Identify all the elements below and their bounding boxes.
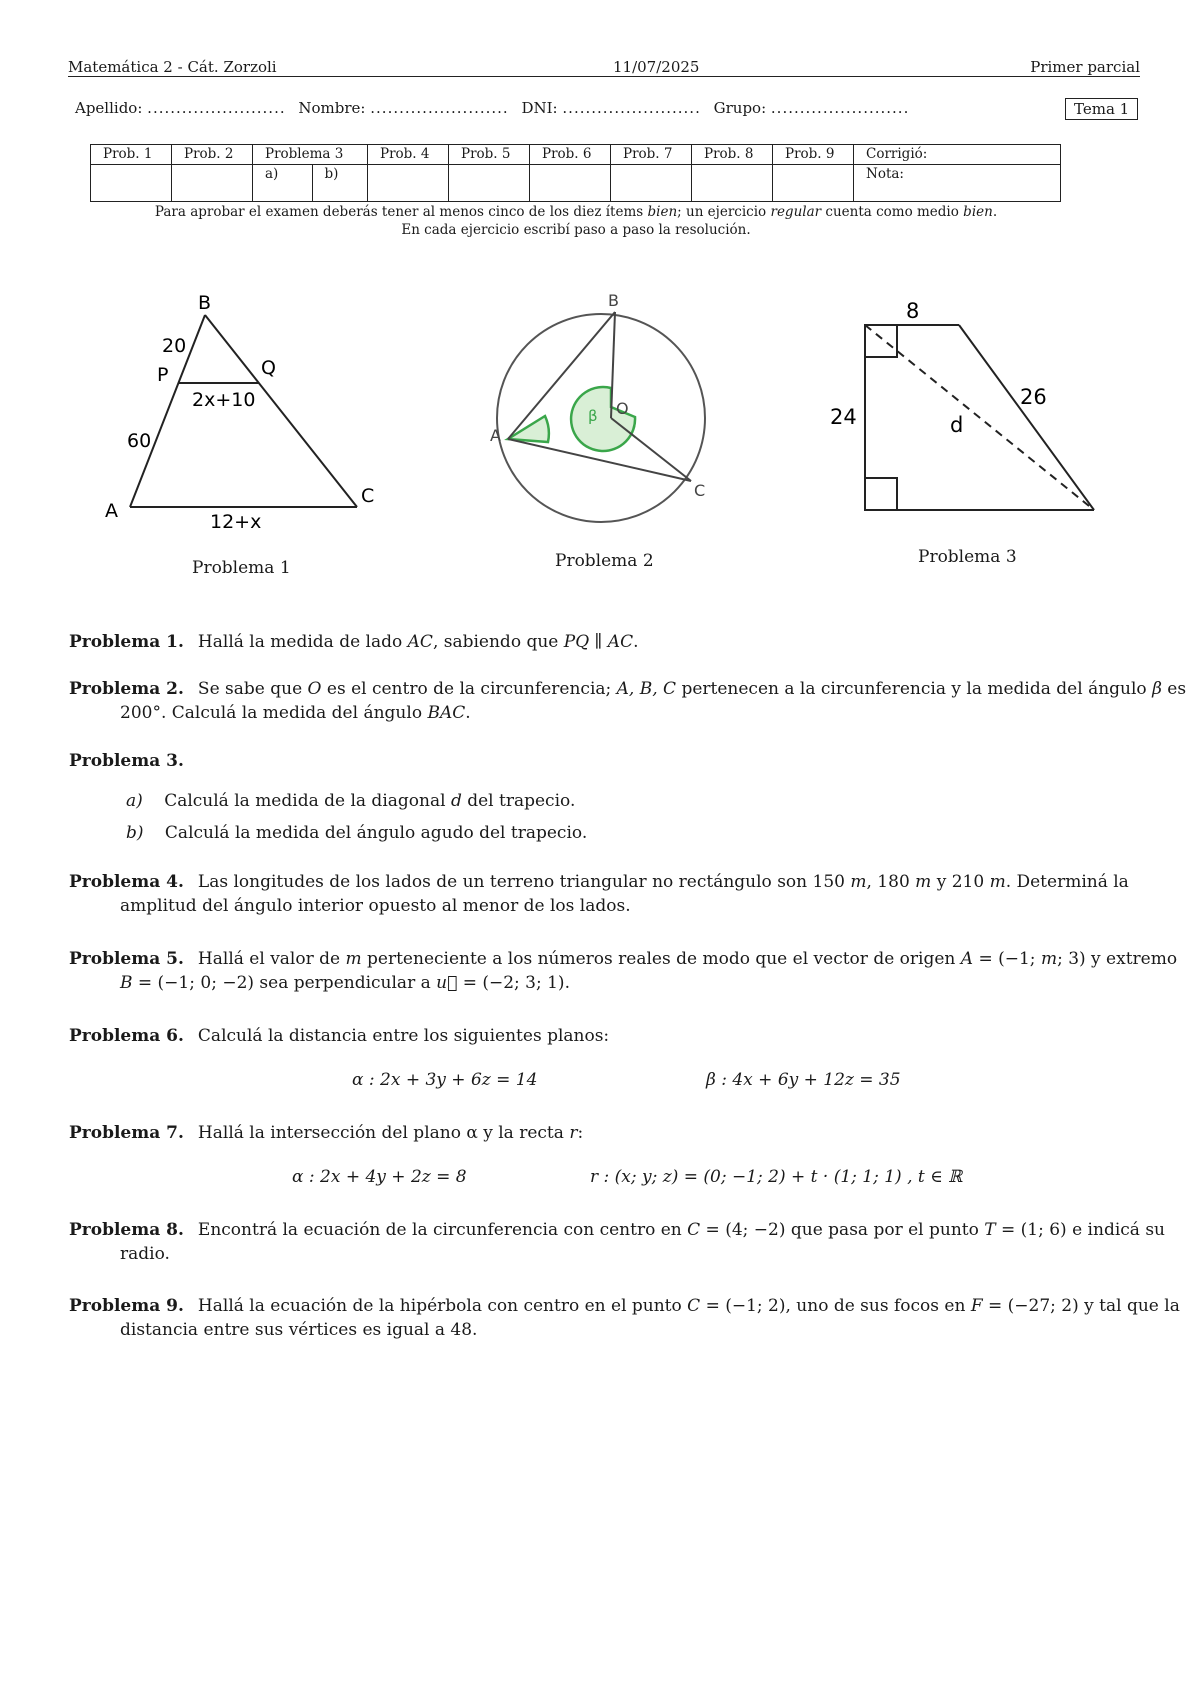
p5-text-d: ; 3) y extremo — [1057, 949, 1178, 969]
p8-text-b: = (4; −2) que pasa por el punto — [700, 1220, 985, 1240]
grade-header-4: Prob. 4 — [368, 145, 449, 165]
vertex-q-label: Q — [261, 357, 276, 379]
student-fields — [75, 99, 909, 117]
problem-5 — [69, 947, 1192, 995]
p7-text-b: : — [577, 1123, 584, 1143]
problem-5-label: Problema 5. — [69, 949, 184, 969]
instructions-line-1 — [90, 203, 1062, 222]
p8-text-c: = (1; 6) e indicá su radio. — [120, 1220, 1165, 1264]
p6-plane-alpha: α : 2x + 3y + 6z = 14 — [352, 1070, 538, 1090]
p6-plane-beta: β : 4x + 6y + 12z = 35 — [706, 1070, 901, 1090]
length-slant-label: 26 — [1020, 385, 1047, 409]
grade-header-9: Prob. 9 — [773, 145, 854, 165]
vertex-a-label: A — [105, 500, 118, 522]
problem-3 — [69, 749, 1141, 773]
grade-cell-3a[interactable]: a) — [253, 165, 313, 202]
problem-3a — [126, 789, 575, 813]
instr-text-d: . — [992, 204, 998, 220]
grade-header-7: Prob. 7 — [611, 145, 692, 165]
p2-text-a: Se sabe que — [197, 679, 308, 699]
grade-header-1: Prob. 1 — [91, 145, 172, 165]
figure-trapezoid — [825, 295, 1105, 520]
p3b-label: b) — [126, 823, 144, 843]
dni-field[interactable]: ........................ — [562, 99, 701, 117]
vertex-c-label: C — [361, 485, 375, 507]
p5-text-f: = (−2; 3; 1). — [457, 973, 570, 993]
grade-cell-5[interactable] — [449, 165, 530, 202]
grade-header-8: Prob. 8 — [692, 145, 773, 165]
p4-text-c: y 210 — [931, 872, 990, 892]
vertex-a-label: A — [490, 426, 501, 445]
p9-math-c: C — [687, 1296, 701, 1316]
length-ac-label: 12+x — [210, 511, 262, 530]
p5-text-b: perteneciente a los números reales de modo que el vector de origen — [361, 949, 961, 969]
p1-text-a: Hallá la medida de lado — [197, 632, 408, 652]
problem-9 — [69, 1294, 1192, 1342]
p2-text-b: es el centro de la circunferencia; — [321, 679, 617, 699]
p2-text-d: es 200°. Calculá la medida del ángulo — [120, 679, 1187, 723]
p7-math-r: r — [569, 1123, 578, 1143]
p9-text-a: Hallá la ecuación de la hipérbola con centro en el punto — [197, 1296, 688, 1316]
vertex-b-label: B — [198, 292, 212, 314]
p5-math-u: u⃗ — [436, 973, 458, 993]
instructions-line-2: En cada ejercicio escribí paso a paso la resolución. — [401, 222, 751, 238]
problem-3b — [126, 821, 587, 845]
grade-header-5: Prob. 5 — [449, 145, 530, 165]
p3a-text-b: del trapecio. — [461, 791, 576, 811]
p2-text-c: pertenecen a la circunferencia y la medida del ángulo — [676, 679, 1153, 699]
p2-math-beta: β — [1152, 679, 1162, 699]
p3a-text-a: Calculá la medida de la diagonal — [164, 791, 451, 811]
vertex-b-label: B — [608, 291, 619, 310]
problem-1-label: Problema 1. — [69, 632, 184, 652]
length-top-label: 8 — [906, 299, 920, 323]
center-o-label: O — [616, 399, 629, 418]
problem-7-label: Problema 7. — [69, 1123, 184, 1143]
nombre-field[interactable]: ........................ — [370, 99, 509, 117]
vertex-c-label: C — [694, 481, 706, 500]
instr-regular: regular — [770, 204, 822, 220]
p4-unit-3: m — [989, 872, 1006, 892]
p8-math-c: C — [687, 1220, 701, 1240]
grade-table — [90, 144, 1061, 202]
p5-math-b: B — [120, 973, 133, 993]
grade-header-corrigio: Corrigió: — [854, 145, 1061, 165]
instr-text-a: Para aprobar el examen deberás tener al menos cinco de los diez ítems — [154, 204, 648, 220]
grupo-field[interactable]: ........................ — [770, 99, 910, 117]
p2-text-e: . — [465, 703, 471, 723]
p4-unit-2: m — [915, 872, 932, 892]
problem-6 — [69, 1024, 1141, 1048]
p2-math-o: O — [307, 679, 322, 699]
header-exam-type: Primer parcial — [1030, 58, 1140, 76]
p6-text: Calculá la distancia entre los siguientes planos: — [197, 1026, 610, 1046]
p4-text-b: , 180 — [866, 872, 916, 892]
instr-text-c: cuenta como medio — [821, 204, 964, 220]
p5-math-m2: m — [1040, 949, 1058, 969]
grade-cell-4[interactable] — [368, 165, 449, 202]
apellido-field[interactable]: ........................ — [147, 99, 286, 117]
figure-triangle — [95, 285, 395, 530]
right-angle-bottom — [865, 478, 897, 510]
grade-cell-2[interactable] — [172, 165, 253, 202]
p1-text-c: . — [633, 632, 639, 652]
grade-header-2: Prob. 2 — [172, 145, 253, 165]
problem-8 — [69, 1218, 1192, 1266]
grupo-label: Grupo: — [713, 99, 767, 117]
p9-math-f: F — [970, 1296, 983, 1316]
length-pq-label: 2x+10 — [192, 389, 256, 411]
p1-text-b: , sabiendo que — [432, 632, 564, 652]
grade-header-3: Problema 3 — [253, 145, 368, 165]
length-pa-label: 60 — [127, 430, 152, 452]
figure-2-caption: Problema 2 — [555, 551, 654, 571]
grade-cell-9[interactable] — [773, 165, 854, 202]
p7-plane-alpha: α : 2x + 4y + 2z = 8 — [292, 1167, 467, 1187]
p7-text-a: Hallá la intersección del plano α y la recta — [197, 1123, 570, 1143]
p4-text-a: Las longitudes de los lados de un terreno triangular no rectángulo son 150 — [197, 872, 851, 892]
grade-cell-nota[interactable]: Nota: — [854, 165, 1061, 202]
header-date: 11/07/2025 — [613, 58, 700, 76]
p2-math-abc: A, B, C — [616, 679, 677, 699]
grade-cell-3b[interactable]: b) — [312, 165, 367, 202]
problem-7 — [69, 1121, 1141, 1145]
instr-bien: bien — [647, 204, 678, 220]
instr-bien-2: bien — [963, 204, 993, 220]
problem-2-label: Problema 2. — [69, 679, 184, 699]
length-left-label: 24 — [830, 405, 857, 429]
diagonal-d-label: d — [950, 413, 964, 437]
header-rule — [68, 76, 1140, 77]
radius-ob — [611, 312, 615, 418]
figure-1-caption: Problema 1 — [192, 558, 291, 578]
problem-6-label: Problema 6. — [69, 1026, 184, 1046]
problem-2 — [69, 677, 1192, 725]
p7-line-r: r : (x; y; z) = (0; −1; 2) + t · (1; 1; 1) , t ∈ ℝ — [590, 1167, 963, 1187]
p2-math-bac: BAC — [427, 703, 466, 723]
problem-4 — [69, 870, 1192, 918]
problem-1 — [69, 630, 1192, 654]
p3a-label: a) — [126, 791, 143, 811]
p1-math-parallel: PQ ∥ AC — [563, 632, 634, 652]
apellido-label: Apellido: — [75, 99, 143, 117]
p9-text-c: = (−27; 2) y tal que la distancia entre sus vértices es igual a 48. — [120, 1296, 1180, 1340]
p3b-text: Calculá la medida del ángulo agudo del trapecio. — [164, 823, 588, 843]
p9-text-b: = (−1; 2), uno de sus focos en — [700, 1296, 971, 1316]
grade-header-6: Prob. 6 — [530, 145, 611, 165]
p5-text-a: Hallá el valor de — [197, 949, 346, 969]
p5-text-e: = (−1; 0; −2) sea perpendicular a — [132, 973, 437, 993]
tema-badge: Tema 1 — [1065, 98, 1138, 120]
figure-3-caption: Problema 3 — [918, 547, 1017, 567]
problem-4-label: Problema 4. — [69, 872, 184, 892]
header-course: Matemática 2 - Cát. Zorzoli — [68, 58, 277, 76]
p8-text-a: Encontrá la ecuación de la circunferencia con centro en — [197, 1220, 688, 1240]
p3a-math-d: d — [450, 791, 462, 811]
p1-math-ac: AC — [407, 632, 433, 652]
figure-circle — [485, 290, 725, 530]
angle-beta-mark — [571, 387, 635, 451]
grade-cell-1[interactable] — [91, 165, 172, 202]
grade-cell-7[interactable] — [611, 165, 692, 202]
p5-math-m: m — [345, 949, 362, 969]
problem-9-label: Problema 9. — [69, 1296, 184, 1316]
nombre-label: Nombre: — [298, 99, 366, 117]
p4-unit-1: m — [850, 872, 867, 892]
dni-label: DNI: — [521, 99, 558, 117]
p5-text-c: = (−1; — [973, 949, 1041, 969]
instr-text-b: ; un ejercicio — [677, 204, 771, 220]
angle-beta-label: β — [588, 407, 598, 425]
problem-3-label: Problema 3. — [69, 751, 184, 771]
p4-text-d: . Determiná la amplitud del ángulo interior opuesto al menor de los lados. — [120, 872, 1129, 916]
grade-cell-6[interactable] — [530, 165, 611, 202]
angle-bac-mark — [508, 416, 549, 442]
vertex-p-label: P — [157, 364, 169, 386]
p5-math-a: A — [960, 949, 974, 969]
problem-8-label: Problema 8. — [69, 1220, 184, 1240]
grade-cell-8[interactable] — [692, 165, 773, 202]
p8-math-t: T — [984, 1220, 996, 1240]
side-bc — [205, 315, 357, 507]
length-bp-label: 20 — [162, 335, 187, 357]
